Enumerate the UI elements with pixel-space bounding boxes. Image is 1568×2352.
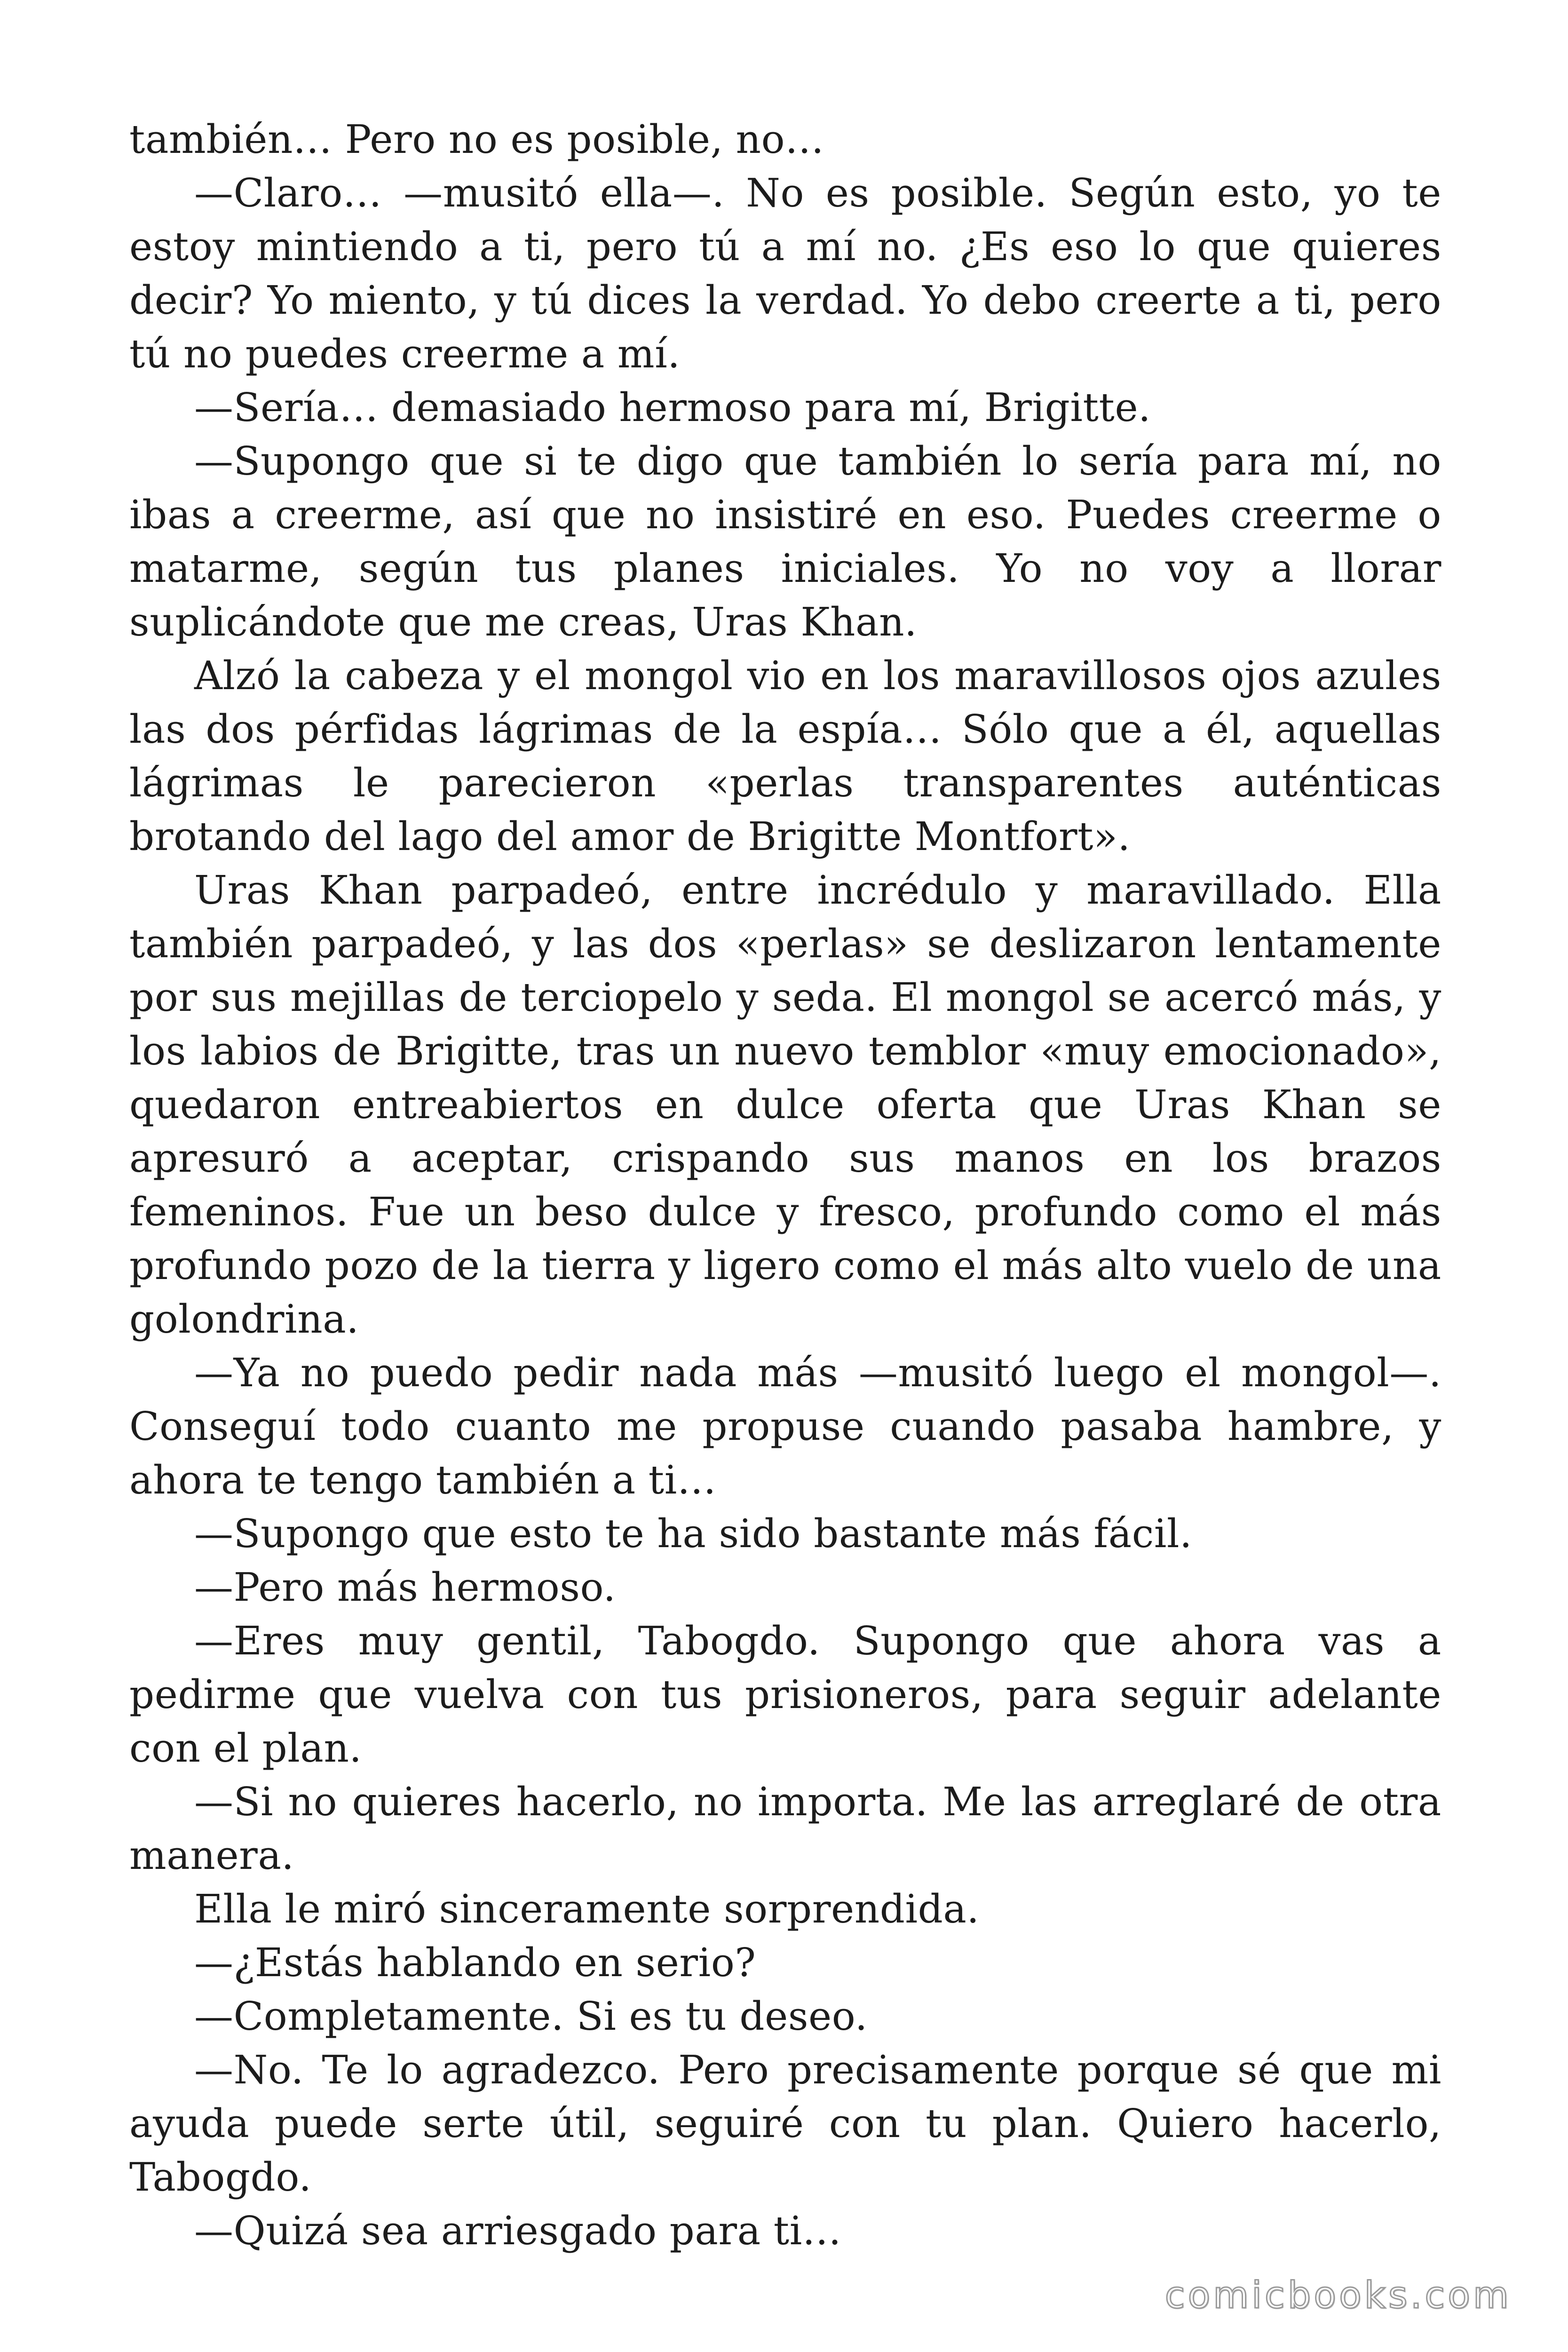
paragraph: —Claro… —musitó ella—. No es posible. Según esto, yo te estoy mintiendo a ti, pero tú a mí no. ¿Es eso lo que quieres decir? Yo miento, y tú dices la verdad. Yo debo creerte a ti, pero tú no puedes creerme a mí. xyxy=(129,170,1441,377)
paragraph: —¿Estás hablando en serio? xyxy=(194,1940,756,1986)
paragraph: —Ya no puedo pedir nada más —musitó luego el mongol—. Conseguí todo cuanto me propuse cuando pasaba hambre, y ahora te tengo también a ti… xyxy=(129,1350,1441,1503)
paragraph-continuation: también… Pero no es posible, no… xyxy=(129,117,824,162)
watermark: comicbooks.com xyxy=(1164,2274,1512,2317)
paragraph: —Sería… demasiado hermoso para mí, Brigitte. xyxy=(194,385,1151,430)
paragraph: —Pero más hermoso. xyxy=(194,1565,616,1610)
paragraph: —Quizá sea arriesgado para ti… xyxy=(194,2208,842,2254)
paragraph: —Si no quieres hacerlo, no importa. Me las arreglaré de otra manera. xyxy=(129,1779,1441,1878)
paragraph: Uras Khan parpadeó, entre incrédulo y maravillado. Ella también parpadeó, y las dos «perlas» se deslizaron lentamente por sus mejillas de terciopelo y seda. El mongol se acercó más, y los labios de Brigitte, tras un nuevo temblor «muy emocionado», quedaron entreabiertos en dulce oferta que Uras Khan se apresuró a aceptar, crispando sus manos en los brazos femeninos. Fue un beso dulce y fresco, profundo como el más profundo pozo de la tierra y ligero como el más alto vuelo de una golondrina. xyxy=(129,867,1441,1342)
paragraph: Alzó la cabeza y el mongol vio en los maravillosos ojos azules las dos pérfidas lágrimas de la espía… Sólo que a él, aquellas lágrimas le parecieron «perlas transparentes auténticas brotando del lago del amor de Brigitte Montfort». xyxy=(129,653,1441,859)
body-text xyxy=(129,113,1441,2258)
paragraph: —Supongo que esto te ha sido bastante más fácil. xyxy=(194,1511,1193,1557)
paragraph: Ella le miró sinceramente sorprendida. xyxy=(194,1886,980,1932)
paragraph: —Supongo que si te digo que también lo sería para mí, no ibas a creerme, así que no insistiré en eso. Puedes creerme o matarme, según tus planes iniciales. Yo no voy a llorar suplicándote que me creas, Uras Khan. xyxy=(129,438,1441,645)
paragraph: —No. Te lo agradezco. Pero precisamente porque sé que mi ayuda puede serte útil, seguiré con tu plan. Quiero hacerlo, Tabogdo. xyxy=(129,2047,1441,2200)
paragraph: —Eres muy gentil, Tabogdo. Supongo que ahora vas a pedirme que vuelva con tus prisioneros, para seguir adelante con el plan. xyxy=(129,1618,1441,1771)
paragraph: —Completamente. Si es tu deseo. xyxy=(194,1994,868,2039)
